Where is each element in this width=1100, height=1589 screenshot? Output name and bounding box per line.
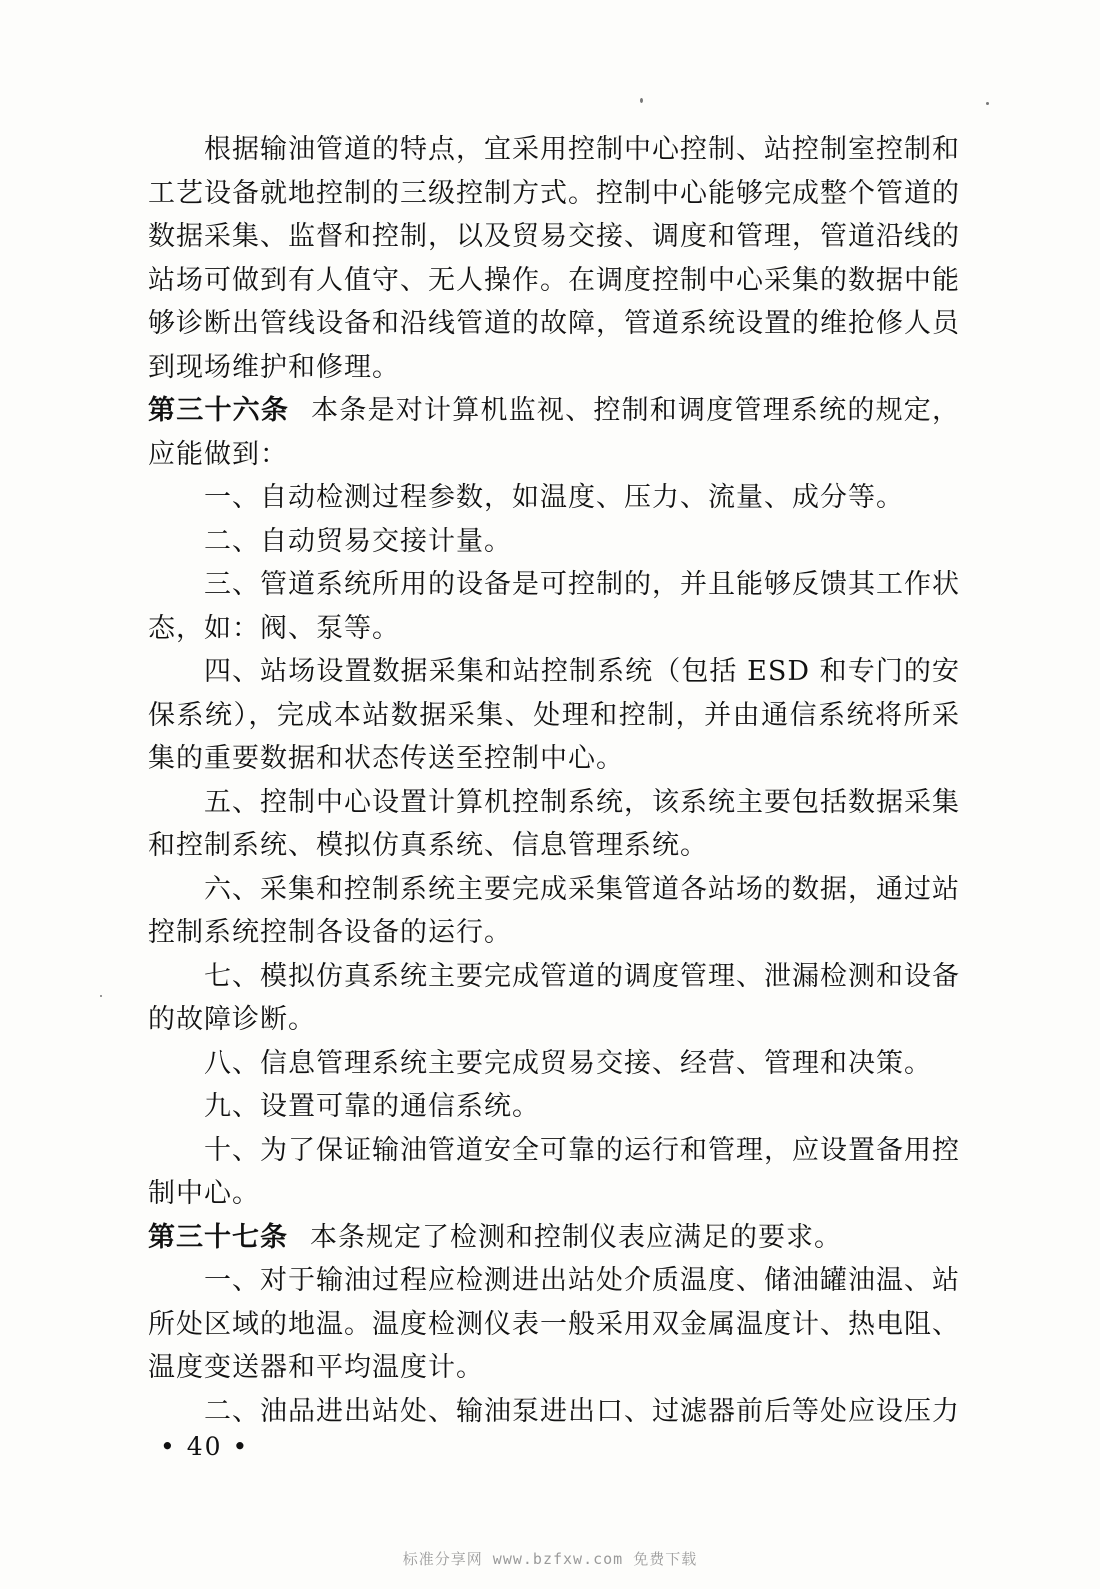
scan-speck [100,995,102,997]
list-item: 一、对于输油过程应检测进出站处介质温度、储油罐油温、站所处区域的地温。温度检测仪表一般采用双金属温度计、热电阻、温度变送器和平均温度计。 [148,1265,960,1383]
article-text: 本条是对计算机监视、控制和调度管理系统的规定，应能做到： [148,395,961,470]
page-number: • 40 • [160,1432,250,1461]
list-item: 六、采集和控制系统主要完成采集管道各站场的数据，通过站控制系统控制各设备的运行。 [148,873,960,948]
article-paragraph [148,389,960,476]
list-item: 一、自动检测过程参数，如温度、压力、流量、成分等。 [204,482,904,513]
list-item: 三、管道系统所用的设备是可控制的，并且能够反馈其工作状态，如：阀、泵等。 [148,569,960,644]
list-item: 四、站场设置数据采集和站控制系统（包括 ESD 和专门的安保系统），完成本站数据采集、处理和控制，并由通信系统将所采集的重要数据和状态传送至控制中心。 [148,656,960,774]
list-item: 十、为了保证输油管道安全可靠的运行和管理，应设置备用控制中心。 [148,1134,960,1209]
list-item: 五、控制中心设置计算机控制系统，该系统主要包括数据采集和控制系统、模拟仿真系统、信息管理系统。 [148,786,960,861]
list-item: 七、模拟仿真系统主要完成管道的调度管理、泄漏检测和设备的故障诊断。 [148,960,960,1035]
scan-speck [640,98,643,103]
list-item: 二、油品进出站处、输油泵进出口、过滤器前后等处应设压力 [204,1395,960,1427]
article-heading: 第三十六条 [148,395,290,426]
list-item: 九、设置可靠的通信系统。 [204,1091,540,1122]
body-text [148,128,960,1433]
list-item: 八、信息管理系统主要完成贸易交接、经营、管理和决策。 [204,1047,932,1079]
article-text: 本条规定了检测和控制仪表应满足的要求。 [310,1221,842,1253]
paragraph: 根据输油管道的特点，宜采用控制中心控制、站控制室控制和工艺设备就地控制的三级控制方式。控制中心能够完成整个管道的数据采集、监督和控制，以及贸易交接、调度和管理，管道沿线的站场可做到有人值守、无人操作。在调度控制中心采集的数据中能够诊断出管线设备和沿线管道的故障，管道系统设置的维抢修人员到现场维护和修理。 [148,134,960,383]
article-paragraph [148,1216,960,1260]
scan-speck [986,102,989,105]
watermark-text: 标准分享网 www.bzfxw.com 免费下载 [402,1550,698,1568]
article-heading: 第三十七条 [148,1221,288,1253]
list-item: 二、自动贸易交接计量。 [204,525,512,557]
